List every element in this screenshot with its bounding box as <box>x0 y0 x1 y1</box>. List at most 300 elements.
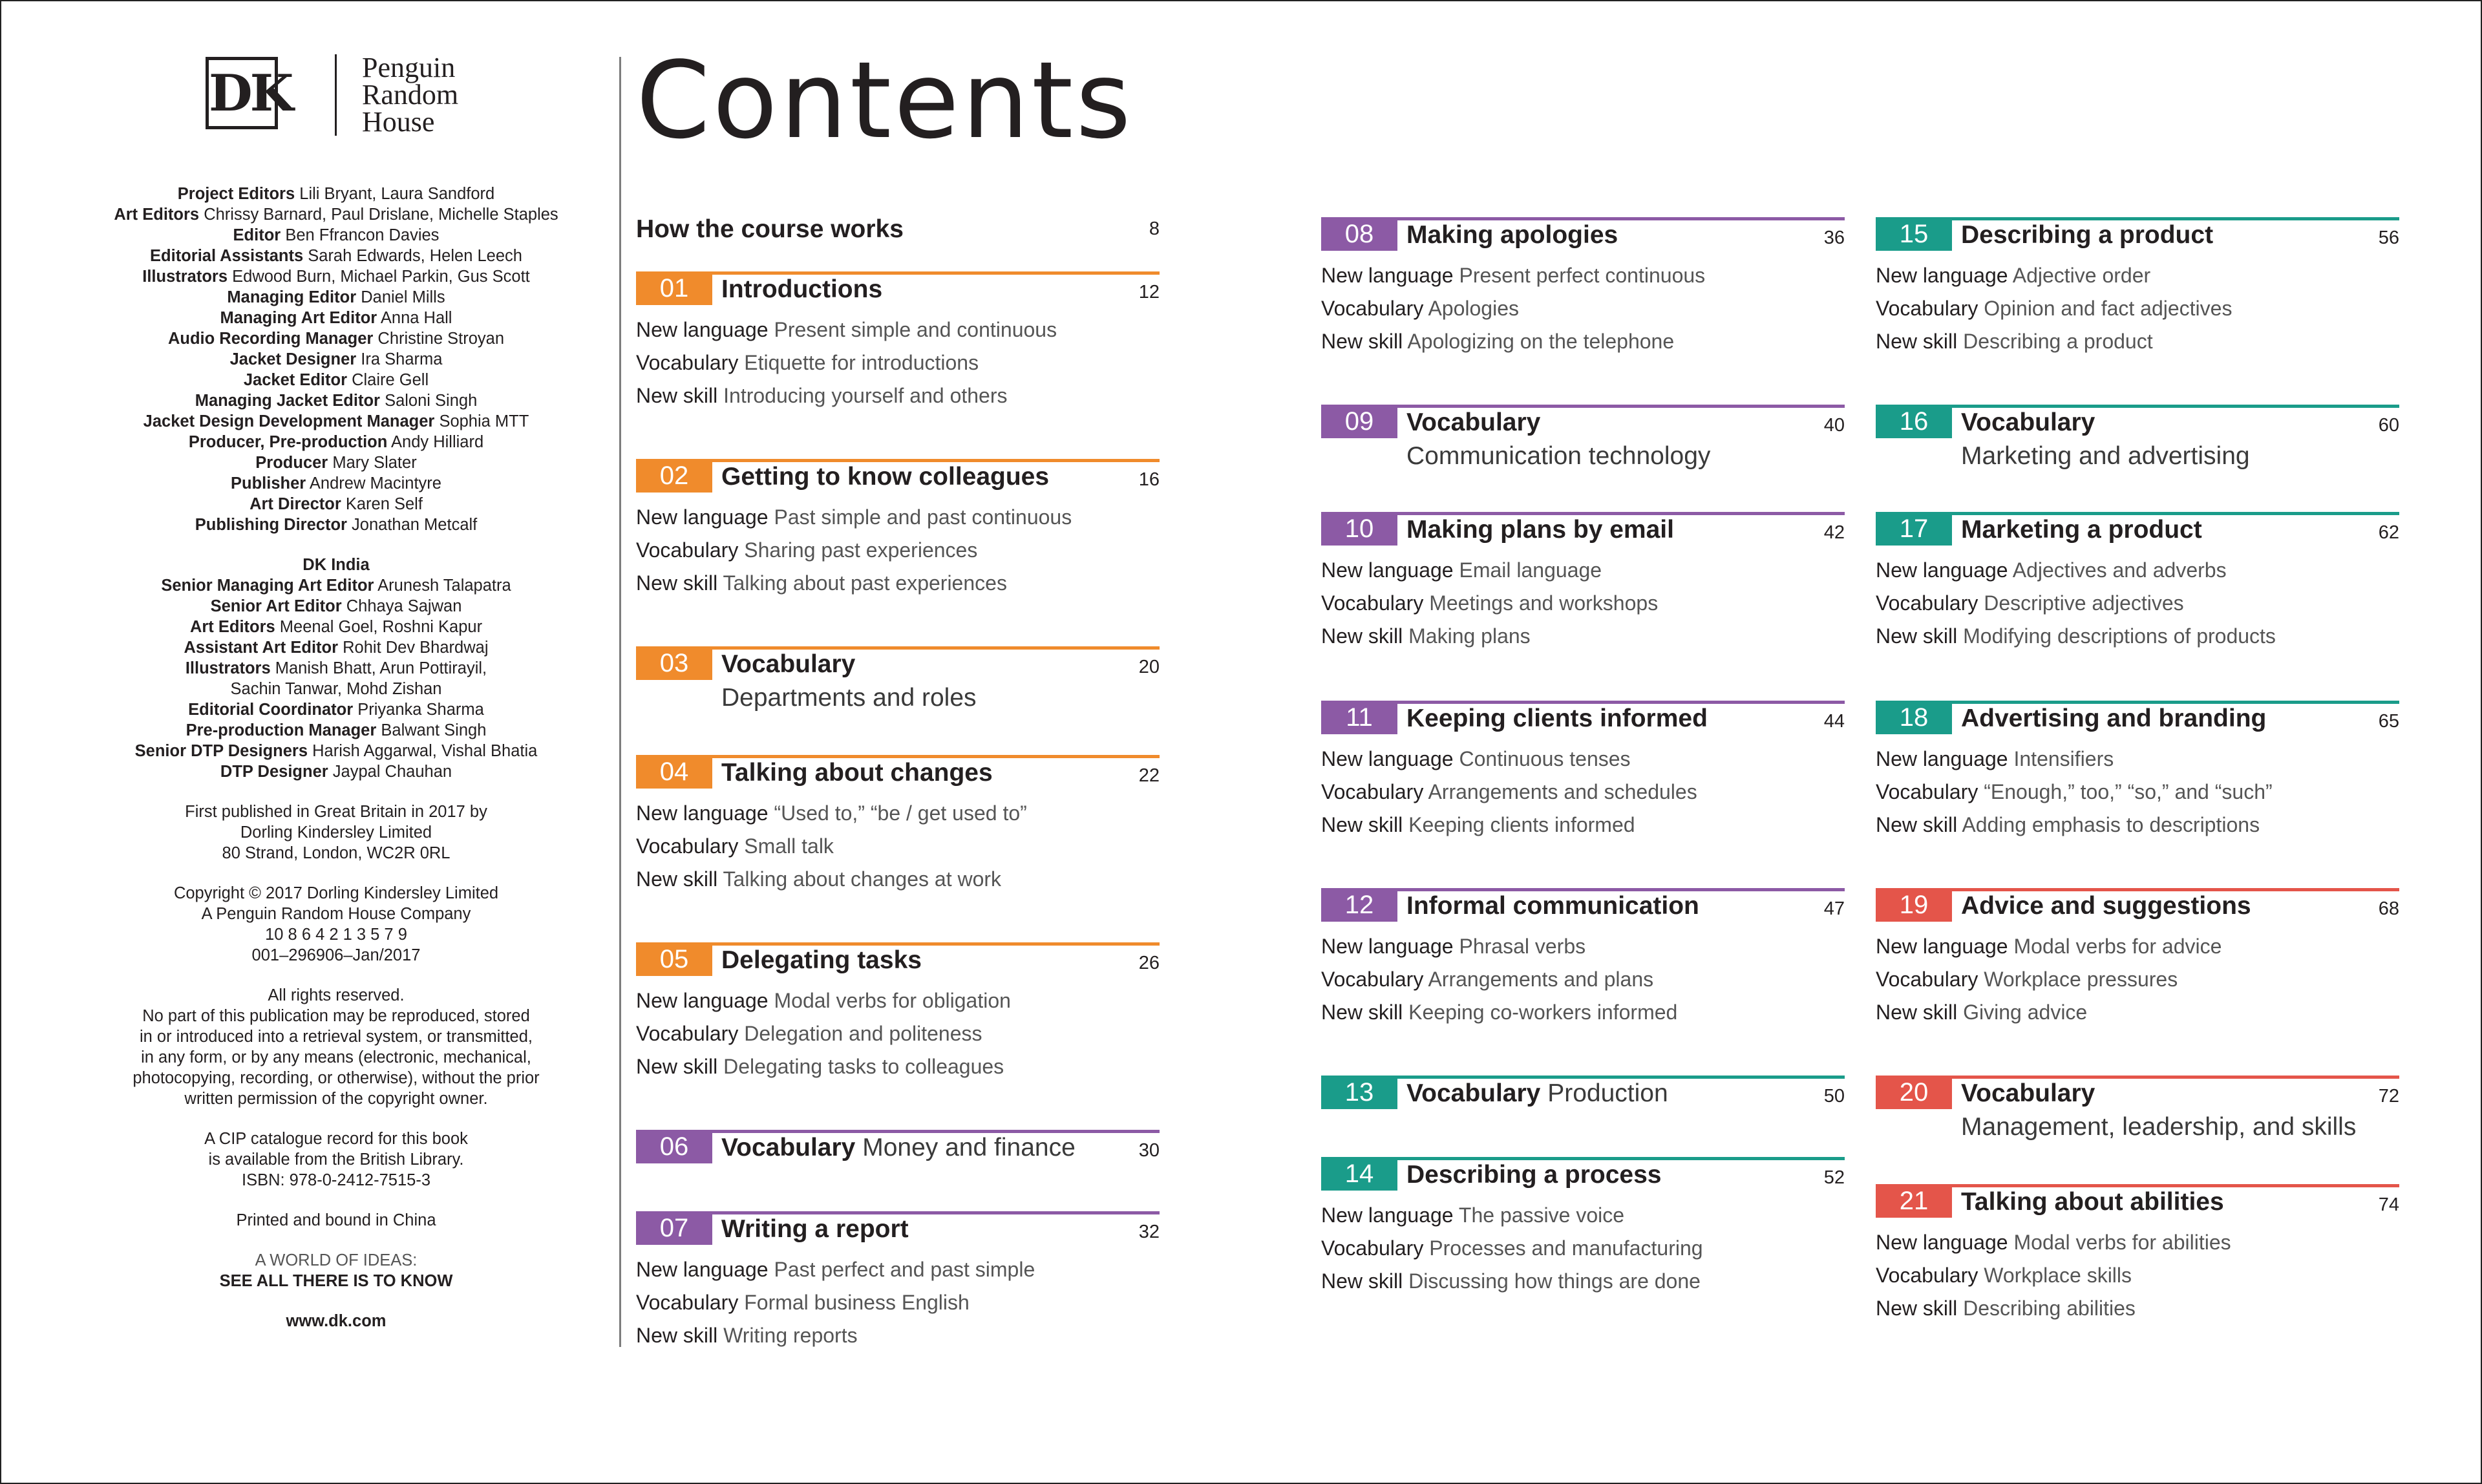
detail-label: New language <box>636 505 769 529</box>
credit-line <box>52 411 620 432</box>
unit-entry-17[interactable] <box>1876 512 2399 654</box>
detail-label: Vocabulary <box>1876 968 1978 991</box>
credit-role: Editor <box>233 226 281 244</box>
detail-value: Discussing how things are done <box>1408 1269 1701 1293</box>
unit-title <box>721 649 855 680</box>
india-credits-list <box>52 575 620 782</box>
unit-entry-02[interactable] <box>636 459 1160 601</box>
credit-line <box>52 596 620 617</box>
detail-label: New language <box>636 318 769 341</box>
credit-names: Daniel Mills <box>361 288 445 306</box>
unit-title <box>721 461 1049 493</box>
credit-role: Assistant Art Editor <box>184 639 339 657</box>
unit-detail-line <box>1876 1229 2231 1255</box>
unit-detail-line <box>636 988 1011 1013</box>
unit-title-text: Vocabulary <box>1961 408 2095 436</box>
unit-detail-line <box>1321 1235 1703 1261</box>
text-line: 10 8 6 4 2 1 3 5 7 9 <box>265 926 407 944</box>
credit-names: Claire Gell <box>352 371 429 389</box>
detail-value: Past simple and past continuous <box>774 505 1072 529</box>
detail-label: New language <box>1876 747 2008 770</box>
unit-page-number: 62 <box>2378 522 2399 543</box>
unit-number-badge: 02 <box>636 459 712 493</box>
unit-title-text: Delegating tasks <box>721 946 922 974</box>
detail-value: Continuous tenses <box>1459 747 1631 770</box>
unit-entry-13[interactable] <box>1321 1076 1845 1147</box>
detail-label: Vocabulary <box>1321 968 1424 991</box>
unit-entry-15[interactable] <box>1876 217 2399 359</box>
credit-line <box>52 617 620 637</box>
unit-page-number: 26 <box>1138 953 1160 973</box>
detail-value: Intensifiers <box>2013 747 2114 770</box>
detail-label: New language <box>636 801 769 825</box>
unit-detail-line <box>1321 966 1653 992</box>
text-line: is available from the British Library. <box>208 1150 464 1169</box>
unit-subtitle: Communication technology <box>1406 442 1711 470</box>
credit-role: Senior DTP Designers <box>134 742 308 760</box>
unit-detail-line <box>1321 746 1631 772</box>
unit-detail-line <box>1876 812 2260 838</box>
detail-label: New language <box>1321 1203 1454 1227</box>
credit-names: Andy Hilliard <box>391 433 484 451</box>
unit-entry-18[interactable] <box>1876 701 2399 843</box>
credit-line <box>52 514 620 535</box>
unit-number-badge: 08 <box>1321 217 1397 251</box>
credit-line <box>52 494 620 514</box>
unit-title <box>1406 220 1618 251</box>
detail-label: New skill <box>1876 1001 1958 1024</box>
unit-title <box>721 274 882 305</box>
unit-detail-line <box>1876 328 2153 354</box>
detail-value: Small talk <box>744 834 834 858</box>
unit-title <box>721 1132 1076 1163</box>
credit-names: Chrissy Barnard, Paul Drislane, Michelle Staples <box>204 206 558 224</box>
unit-entry-20[interactable] <box>1876 1076 2399 1147</box>
unit-detail-line <box>1876 999 2087 1025</box>
credit-names: Ben Ffrancon Davies <box>285 226 440 244</box>
credit-role: Jacket Designer <box>229 350 357 368</box>
detail-value: Apologizing on the telephone <box>1407 330 1675 353</box>
unit-number-badge: 18 <box>1876 701 1952 734</box>
see-all-there-is-to-know: SEE ALL THERE IS TO KNOW <box>219 1272 453 1290</box>
unit-detail-line <box>636 383 1008 408</box>
unit-page-number: 20 <box>1138 657 1160 677</box>
detail-label: New skill <box>636 867 718 891</box>
unit-entry-12[interactable] <box>1321 888 1845 1030</box>
dk-india-heading: DK India <box>302 556 370 574</box>
detail-label: New skill <box>636 1324 718 1347</box>
unit-detail-line <box>1876 557 2227 583</box>
unit-number-badge: 11 <box>1321 701 1397 734</box>
detail-label: New language <box>1321 935 1454 958</box>
unit-title <box>1961 891 2251 922</box>
unit-title-text: Making plans by email <box>1406 516 1674 544</box>
credit-role: Illustrators <box>142 268 228 286</box>
credit-line <box>52 637 620 658</box>
detail-label: New language <box>636 1258 769 1281</box>
credits-list <box>52 184 620 535</box>
detail-value: “Enough,” too,” “so,” and “such” <box>1984 780 2273 803</box>
unit-detail-line <box>1321 328 1674 354</box>
detail-label: New language <box>1876 1231 2008 1254</box>
unit-title-text: Getting to know colleagues <box>721 463 1050 491</box>
credit-role: Editorial Coordinator <box>188 701 354 719</box>
detail-value: Describing a product <box>1963 330 2153 353</box>
credit-names: Mary Slater <box>332 454 417 472</box>
unit-detail-line <box>1876 295 2232 321</box>
unit-rule <box>636 271 1160 275</box>
unit-entry-08[interactable] <box>1321 217 1845 359</box>
unit-title-text: Informal communication <box>1406 892 1699 920</box>
unit-detail-line <box>1321 590 1658 616</box>
detail-value: Writing reports <box>723 1324 858 1347</box>
detail-value: Sharing past experiences <box>744 538 978 562</box>
unit-number-badge: 14 <box>1321 1157 1397 1191</box>
unit-title <box>1406 1160 1662 1191</box>
detail-value: Describing abilities <box>1963 1297 2136 1320</box>
unit-title <box>1961 703 2266 734</box>
detail-label: Vocabulary <box>636 351 739 374</box>
unit-detail-line <box>636 537 977 563</box>
credit-names: Arunesh Talapatra <box>377 577 511 595</box>
unit-page-number: 12 <box>1138 282 1160 302</box>
detail-value: Talking about past experiences <box>723 571 1007 595</box>
credit-line <box>52 452 620 473</box>
unit-number-badge: 13 <box>1321 1076 1397 1109</box>
dk-logo: DK <box>206 57 278 129</box>
detail-label: Vocabulary <box>1876 297 1978 320</box>
website-link[interactable]: www.dk.com <box>286 1312 387 1330</box>
text-line: Copyright © 2017 Dorling Kindersley Limited <box>173 884 499 902</box>
unit-title-text: Advice and suggestions <box>1961 892 2251 920</box>
unit-page-number: 60 <box>2378 415 2399 436</box>
unit-detail-line <box>1321 295 1519 321</box>
detail-value: Making plans <box>1408 624 1531 648</box>
unit-detail-line <box>1321 933 1586 959</box>
credit-line <box>52 390 620 411</box>
unit-entry-05[interactable] <box>636 942 1160 1085</box>
credit-line <box>52 266 620 287</box>
unit-detail-line <box>1876 262 2150 288</box>
detail-value: Formal business English <box>744 1291 970 1314</box>
intro-page: 8 <box>1149 218 1160 239</box>
unit-detail-line <box>1876 933 2222 959</box>
credit-role: Editorial Assistants <box>150 247 304 265</box>
credit-role: Managing Jacket Editor <box>195 392 380 410</box>
unit-rule <box>1876 405 2399 408</box>
credit-names: Harish Aggarwal, Vishal Bhatia <box>312 742 538 760</box>
unit-subtitle: Money and finance <box>862 1134 1076 1161</box>
unit-entry-11[interactable] <box>1321 701 1845 843</box>
credit-role: Art Editors <box>189 618 275 636</box>
detail-label: New skill <box>636 384 718 407</box>
detail-label: Vocabulary <box>636 1291 739 1314</box>
credit-line <box>52 308 620 328</box>
unit-title-text: Writing a report <box>721 1215 909 1243</box>
unit-entry-06[interactable] <box>636 1130 1160 1201</box>
unit-detail-line <box>636 1054 1004 1079</box>
unit-title-text: Vocabulary <box>1961 1079 2095 1107</box>
unit-title-text: Vocabulary <box>1406 1079 1541 1107</box>
unit-detail-line <box>636 570 1007 596</box>
text-line: No part of this publication may be reproduced, stored <box>142 1007 530 1025</box>
unit-detail-line <box>1876 779 2273 805</box>
unit-detail-line <box>1876 590 2184 616</box>
text-line: in any form, or by any means (electronic, mechanical, <box>141 1048 531 1066</box>
detail-value: Arrangements and plans <box>1428 968 1654 991</box>
credit-names: Rohit Dev Bhardwaj <box>343 639 489 657</box>
unit-detail-line <box>1321 999 1677 1025</box>
credit-role: Senior Managing Art Editor <box>161 577 374 595</box>
credit-role: Jacket Editor <box>243 371 347 389</box>
detail-label: New language <box>1876 264 2008 287</box>
intro-title: How the course works <box>636 215 904 243</box>
detail-label: New skill <box>1876 1297 1958 1320</box>
unit-number-badge: 20 <box>1876 1076 1952 1109</box>
detail-value: Arrangements and schedules <box>1428 780 1697 803</box>
unit-page-number: 56 <box>2378 228 2399 248</box>
unit-detail-line <box>636 1256 1035 1282</box>
credit-role: Senior Art Editor <box>210 597 342 615</box>
detail-value: Apologies <box>1428 297 1519 320</box>
unit-title-text: Advertising and branding <box>1961 705 2267 732</box>
unit-title-text: Marketing a product <box>1961 516 2202 544</box>
unit-number-badge: 09 <box>1321 405 1397 438</box>
detail-value: Opinion and fact adjectives <box>1984 297 2233 320</box>
detail-value: Giving advice <box>1963 1001 2088 1024</box>
unit-number-badge: 17 <box>1876 512 1952 546</box>
credit-line <box>52 720 620 741</box>
detail-value: Keeping clients informed <box>1408 813 1635 836</box>
detail-value: Modal verbs for obligation <box>774 989 1011 1012</box>
unit-page-number: 32 <box>1138 1222 1160 1242</box>
unit-rule <box>1321 405 1845 408</box>
credit-line <box>52 370 620 390</box>
unit-detail-line <box>636 833 834 859</box>
unit-page-number: 74 <box>2378 1194 2399 1215</box>
unit-detail-line <box>636 317 1057 343</box>
credit-names: Sarah Edwards, Helen Leech <box>308 247 522 265</box>
unit-entry-09[interactable] <box>1321 405 1845 476</box>
detail-label: New language <box>1321 558 1454 582</box>
detail-value: Modal verbs for advice <box>2013 935 2222 958</box>
unit-number-badge: 16 <box>1876 405 1952 438</box>
unit-number-badge: 03 <box>636 646 712 680</box>
detail-value: “Used to,” “be / get used to” <box>774 801 1027 825</box>
unit-title <box>1961 514 2202 546</box>
detail-value: Adjectives and adverbs <box>2012 558 2227 582</box>
unit-entry-16[interactable] <box>1876 405 2399 476</box>
unit-detail-line <box>1876 966 2178 992</box>
detail-label: New language <box>1876 558 2008 582</box>
unit-title <box>1406 1078 1668 1109</box>
credit-role: Audio Recording Manager <box>167 330 374 348</box>
unit-page-number: 50 <box>1823 1086 1845 1107</box>
credit-line <box>52 328 620 349</box>
text-line: Dorling Kindersley Limited <box>240 823 432 842</box>
unit-detail-line <box>636 350 979 376</box>
detail-value: The passive voice <box>1458 1203 1625 1227</box>
credit-names: Jaypal Chauhan <box>332 763 452 781</box>
unit-detail-line <box>636 800 1027 826</box>
credit-names: Karen Self <box>345 495 423 513</box>
text-line: A Penguin Random House Company <box>201 905 471 923</box>
credit-line <box>52 658 620 679</box>
unit-detail-line <box>636 866 1001 892</box>
credit-role: Producer, Pre-production <box>188 433 388 451</box>
unit-detail-line <box>636 1289 970 1315</box>
detail-value: Modifying descriptions of products <box>1963 624 2276 648</box>
unit-entry-10[interactable] <box>1321 512 1845 654</box>
credit-line <box>52 246 620 266</box>
detail-label: New language <box>1321 264 1454 287</box>
unit-subtitle: Departments and roles <box>721 684 977 712</box>
unit-title-text: Vocabulary <box>721 650 856 678</box>
copyright-info <box>52 883 620 966</box>
unit-title-text: Vocabulary <box>1406 408 1541 436</box>
detail-value: Present perfect continuous <box>1459 264 1706 287</box>
unit-title-text: Introductions <box>721 275 883 303</box>
detail-label: Vocabulary <box>1321 1236 1424 1260</box>
unit-rule <box>636 646 1160 650</box>
credit-line <box>52 473 620 494</box>
detail-value: Talking about changes at work <box>723 867 1002 891</box>
logo-divider <box>335 54 337 136</box>
detail-value: Delegating tasks to colleagues <box>723 1055 1004 1078</box>
cip-record <box>52 1129 620 1191</box>
credit-role: Illustrators <box>185 659 271 677</box>
publication-info <box>52 801 620 864</box>
credit-names: Chhaya Sajwan <box>346 597 462 615</box>
imprint-column <box>52 184 620 1331</box>
unit-title-text: Vocabulary <box>721 1134 856 1161</box>
detail-value: Keeping co-workers informed <box>1408 1001 1678 1024</box>
credit-role: Producer <box>255 454 328 472</box>
credit-line <box>52 432 620 452</box>
unit-title-text: Making apologies <box>1406 221 1618 249</box>
detail-label: New language <box>1876 935 2008 958</box>
unit-title-text: Describing a product <box>1961 221 2214 249</box>
intro-entry[interactable] <box>636 213 1160 246</box>
credit-role: Publisher <box>231 474 306 493</box>
detail-label: New skill <box>1321 813 1403 836</box>
credit-line <box>52 575 620 596</box>
credit-names: Manish Bhatt, Arun Pottirayil, <box>275 659 487 677</box>
unit-title <box>1406 703 1708 734</box>
credit-line <box>52 287 620 308</box>
unit-page-number: 36 <box>1823 228 1845 248</box>
detail-value: Modal verbs for abilities <box>2013 1231 2231 1254</box>
unit-detail-line <box>636 1322 858 1348</box>
rights-notice <box>52 985 620 1109</box>
text-line: A CIP catalogue record for this book <box>204 1130 468 1148</box>
unit-title <box>1406 514 1674 546</box>
detail-label: Vocabulary <box>1321 297 1424 320</box>
unit-page-number: 16 <box>1138 469 1160 490</box>
unit-number-badge: 10 <box>1321 512 1397 546</box>
unit-page-number: 22 <box>1138 765 1160 786</box>
unit-page-number: 68 <box>2378 898 2399 919</box>
text-line: in or introduced into a retrieval system, or transmitted, <box>139 1028 533 1046</box>
detail-label: New skill <box>1321 624 1403 648</box>
detail-value: Delegation and politeness <box>744 1022 982 1045</box>
credit-names: Saloni Singh <box>385 392 478 410</box>
detail-value: Workplace pressures <box>1984 968 2178 991</box>
unit-number-badge: 12 <box>1321 888 1397 922</box>
text-line: All rights reserved. <box>268 986 405 1004</box>
credit-line <box>52 225 620 246</box>
detail-label: New skill <box>636 1055 718 1078</box>
credit-role: Art Editors <box>114 206 200 224</box>
unit-detail-line <box>1876 1295 2136 1321</box>
detail-label: New skill <box>1876 330 1958 353</box>
unit-number-badge: 19 <box>1876 888 1952 922</box>
unit-title <box>721 1214 909 1245</box>
unit-title <box>1961 407 2095 438</box>
unit-rule <box>1876 1076 2399 1079</box>
detail-label: Vocabulary <box>636 1022 739 1045</box>
unit-detail-line <box>1321 262 1705 288</box>
detail-value: Descriptive adjectives <box>1984 591 2184 615</box>
unit-page-number: 40 <box>1823 415 1845 436</box>
unit-entry-04[interactable] <box>636 755 1160 897</box>
unit-title <box>1406 407 1540 438</box>
detail-value: Processes and manufacturing <box>1429 1236 1703 1260</box>
unit-entry-07[interactable] <box>636 1211 1160 1353</box>
unit-entry-19[interactable] <box>1876 888 2399 1030</box>
credit-line <box>52 699 620 720</box>
unit-entry-14[interactable] <box>1321 1157 1845 1299</box>
detail-label: Vocabulary <box>636 538 739 562</box>
detail-label: New language <box>636 989 769 1012</box>
unit-title <box>721 945 922 976</box>
unit-entry-03[interactable] <box>636 646 1160 717</box>
detail-value: Phrasal verbs <box>1459 935 1586 958</box>
printed-in: Printed and bound in China <box>236 1211 436 1229</box>
unit-page-number: 65 <box>2378 711 2399 732</box>
unit-entry-01[interactable] <box>636 271 1160 414</box>
unit-detail-line <box>1321 779 1697 805</box>
unit-page-number: 30 <box>1138 1140 1160 1161</box>
credit-role: Publishing Director <box>195 516 347 534</box>
unit-entry-21[interactable] <box>1876 1184 2399 1326</box>
publisher-logo <box>206 54 483 138</box>
credit-names: Sachin Tanwar, Mohd Zishan <box>230 680 442 698</box>
prh-line: House <box>362 106 435 138</box>
detail-label: Vocabulary <box>1321 591 1424 615</box>
unit-number-badge: 07 <box>636 1211 712 1245</box>
unit-title-text: Describing a process <box>1406 1161 1662 1189</box>
unit-page-number: 52 <box>1823 1167 1845 1188</box>
credit-role: Project Editors <box>177 185 295 203</box>
credit-role: DTP Designer <box>220 763 328 781</box>
unit-detail-line <box>1876 1262 2132 1288</box>
credit-names: Balwant Singh <box>381 721 487 739</box>
unit-number-badge: 01 <box>636 271 712 305</box>
detail-label: New skill <box>1321 330 1403 353</box>
unit-subtitle: Management, leadership, and skills <box>1961 1113 2357 1141</box>
unit-title-text: Keeping clients informed <box>1406 705 1708 732</box>
unit-page-number: 44 <box>1823 711 1845 732</box>
detail-label: Vocabulary <box>1876 780 1978 803</box>
credit-role: Managing Editor <box>227 288 357 306</box>
prh-line: Penguin <box>362 52 456 83</box>
detail-label: New skill <box>1876 624 1958 648</box>
unit-page-number: 47 <box>1823 898 1845 919</box>
detail-value: Etiquette for introductions <box>744 351 979 374</box>
credit-names: Christine Stroyan <box>377 330 505 348</box>
credit-names: Anna Hall <box>380 309 452 327</box>
